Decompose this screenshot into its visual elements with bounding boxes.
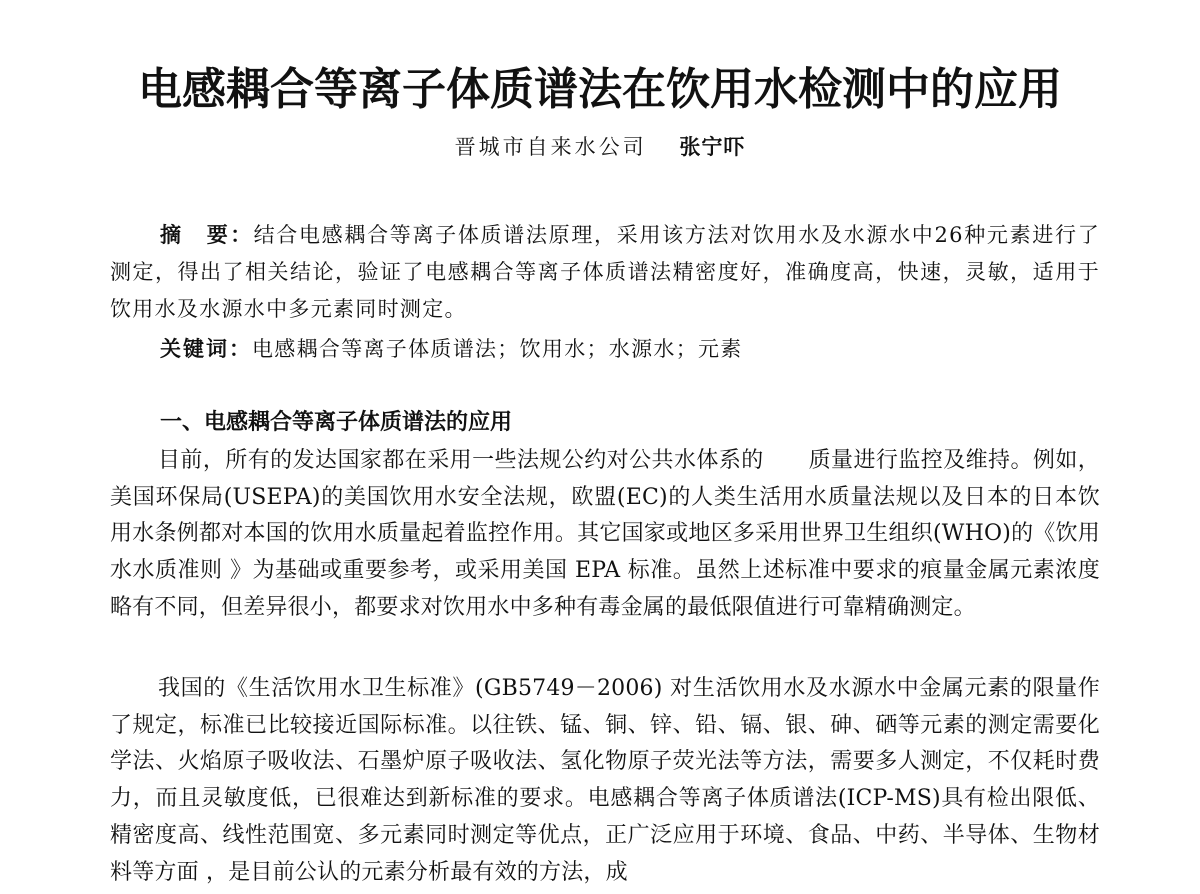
byline: [0, 130, 1200, 164]
paper-title: 电感耦合等离子体质谱法在饮用水检测中的应用: [138, 64, 1062, 115]
abstract: [110, 217, 1100, 328]
keywords: [160, 331, 1100, 368]
author-name: 张宁吓: [679, 135, 746, 159]
section-heading: 一、电感耦合等离子体质谱法的应用: [160, 410, 513, 435]
keywords-text: 电感耦合等离子体质谱法；饮用水；水源水；元素: [252, 337, 743, 361]
body-paragraph-1: 目前，所有的发达国家都在采用一些法规公约对公共水体系的 质量进行监控及维持。例如，美国环保局(USEPA)的美国饮用水安全法规，欧盟(EC)的人类生活用水质量法规以及日本的日本饮用水条例都对本国的饮用水质量起着监控作用。其它国家或地区多采用世界卫生组织(WHO)的《饮用水水质准则 》为基础或重要参考，或采用美国 EPA 标准。虽然上述标准中要求的痕量金属元素浓度略有不同，但差异很小，都要求对饮用水中多种有毒金属的最低限值进行可靠精确测定。: [110, 448, 1100, 620]
abstract-text: 结合电感耦合等离子体质谱法原理，采用该方法对饮用水及水源水中26种元素进行了测定，得出了相关结论，验证了电感耦合等离子体质谱法精密度好，准确度高，快速，灵敏，适用于饮用水及水源水中多元素同时测定。: [110, 223, 1100, 321]
body-paragraph-2: 我国的《生活饮用水卫生标准》(GB5749－2006) 对生活饮用水及水源水中金属元素的限量作了规定，标准已比较接近国际标准。以往铁、锰、铜、锌、铅、镉、银、砷、硒等元素的测定需要化学法、火焰原子吸收法、石墨炉原子吸收法、氢化物原子荧光法等方法，需要多人测定，不仅耗时费力，而且灵敏度低，已很难达到新标准的要求。电感耦合等离子体质谱法(ICP-MS)具有检出限低、精密度高、线性范围宽、多元素同时测定等优点，正广泛应用于环境、食品、中药、半导体、生物材料等方面 ，是目前公认的元素分析最有效的方法，成: [110, 676, 1100, 885]
keywords-label: 关键词：: [160, 337, 252, 361]
abstract-label: 摘 要：: [160, 223, 254, 247]
affiliation: 晋城市自来水公司: [454, 135, 647, 159]
